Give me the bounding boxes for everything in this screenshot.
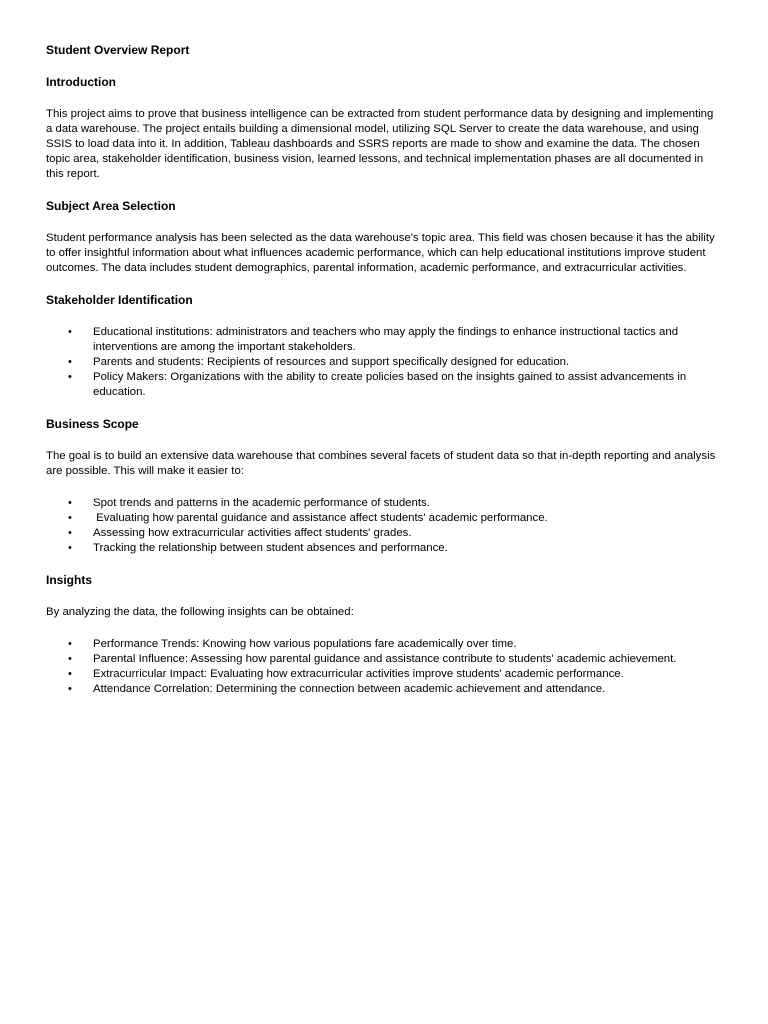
list-item	[46, 370, 722, 400]
list-item	[46, 325, 722, 355]
list-item-text: Parents and students: Recipients of resources and support specifically designed for education.	[93, 356, 570, 368]
document-title: Student Overview Report	[46, 43, 190, 57]
list-item	[46, 496, 722, 511]
list-item	[46, 682, 722, 697]
bullet-icon: •	[68, 653, 72, 665]
bullet-icon: •	[68, 356, 72, 368]
list-item-text: Policy Makers: Organizations with the ability to create policies based on the insights gained to assist advancements in education.	[93, 371, 687, 398]
list-item	[46, 637, 722, 652]
list-item-text: Spot trends and patterns in the academic performance of students.	[93, 497, 430, 509]
list-item-text: Performance Trends: Knowing how various populations fare academically over time.	[93, 638, 517, 650]
business-scope-paragraph: The goal is to build an extensive data warehouse that combines several facets of student data so that in-depth reporting and analysis are possible. This will make it easier to:	[46, 450, 716, 477]
subject-area-paragraph: Student performance analysis has been selected as the data warehouse's topic area. This field was chosen because it has the ability to offer insightful information about what influences academic performance, which can help educational institutions improve student outcomes. The data includes student demographics, parental information, academic performance, and extracurricular activities.	[46, 232, 715, 274]
list-item-text: Attendance Correlation: Determining the connection between academic achievement and attendance.	[93, 683, 606, 695]
list-item	[46, 667, 722, 682]
bullet-icon: •	[68, 668, 72, 680]
insights-list	[46, 637, 722, 697]
heading-subject-area: Subject Area Selection	[46, 199, 176, 213]
bullet-icon: •	[68, 542, 72, 554]
list-item-text: Extracurricular Impact: Evaluating how extracurricular activities improve students' academic performance.	[93, 668, 624, 680]
list-item	[46, 526, 722, 541]
introduction-paragraph: This project aims to prove that business intelligence can be extracted from student performance data by designing and implementing a data warehouse. The project entails building a dimensional model, utilizing SQL Server to create the data warehouse, and using SSIS to load data into it. In addition, Tableau dashboards and SSRS reports are made to show and examine the data. The chosen topic area, stakeholder identification, business vision, learned lessons, and technical implementation phases are all documented in this report.	[46, 108, 714, 180]
bullet-icon: •	[68, 326, 72, 338]
bullet-icon: •	[68, 512, 72, 524]
bullet-icon: •	[68, 527, 72, 539]
list-item-text: Evaluating how parental guidance and assistance affect students' academic performance.	[93, 512, 548, 524]
heading-insights: Insights	[46, 573, 93, 587]
list-item	[46, 541, 722, 556]
list-item	[46, 355, 722, 370]
list-item-text: Tracking the relationship between student absences and performance.	[93, 542, 448, 554]
bullet-icon: •	[68, 683, 72, 695]
heading-business-scope: Business Scope	[46, 417, 139, 431]
list-item-text: Educational institutions: administrators and teachers who may apply the findings to enhance instructional tactics and interventions are among the important stakeholders.	[93, 326, 679, 353]
stakeholders-list	[46, 325, 722, 400]
list-item	[46, 511, 722, 526]
heading-stakeholders: Stakeholder Identification	[46, 293, 193, 307]
heading-introduction: Introduction	[46, 75, 116, 89]
list-item-text: Parental Influence: Assessing how parental guidance and assistance contribute to students' academic achievement.	[93, 653, 677, 665]
list-item	[46, 652, 722, 667]
bullet-icon: •	[68, 371, 72, 383]
bullet-icon: •	[68, 497, 72, 509]
insights-paragraph: By analyzing the data, the following insights can be obtained:	[46, 606, 354, 618]
bullet-icon: •	[68, 638, 72, 650]
business-scope-list	[46, 496, 722, 556]
list-item-text: Assessing how extracurricular activities affect students' grades.	[93, 527, 412, 539]
